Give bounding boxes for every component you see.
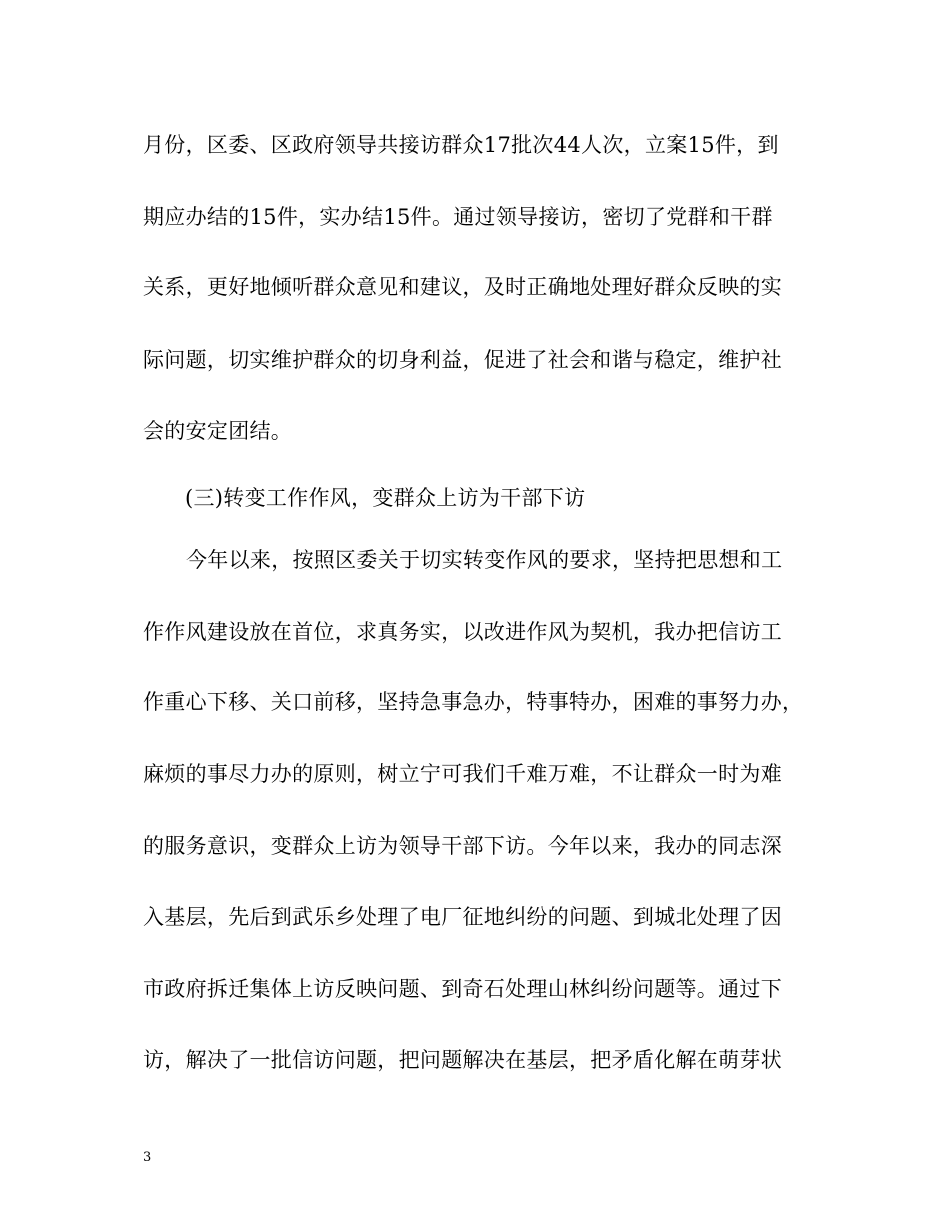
body-text-line: 的服务意识，变群众上访为领导干部下访。今年以来，我办的同志深: [143, 834, 782, 858]
body-text-line: 市政府拆迁集体上访反映问题、到奇石处理山林纠纷问题等。通过下: [143, 977, 782, 1001]
body-text-line: 会的安定团结。: [143, 419, 293, 443]
body-text-line: 入基层，先后到武乐乡处理了电厂征地纠纷的问题、到城北处理了因: [143, 905, 782, 929]
body-text-line: 际问题，切实维护群众的切身利益，促进了社会和谐与稳定，维护社: [143, 348, 782, 372]
body-text-line: 麻烦的事尽力办的原则，树立宁可我们千难万难，不让群众一时为难: [143, 762, 782, 786]
body-text-line: 访，解决了一批信访问题，把问题解决在基层，把矛盾化解在萌芽状: [143, 1048, 782, 1072]
body-text-line: 作重心下移、关口前移，坚持急事急办，特事特办，困难的事努力办，: [143, 690, 804, 714]
body-text-line: 月份，区委、区政府领导共接访群众17批次44人次，立案15件，到: [143, 133, 779, 157]
page-number: 3: [143, 1150, 152, 1165]
body-text-line: 作作风建设放在首位，求真务实，以改进作风为契机，我办把信访工: [143, 620, 782, 644]
body-text-line: 今年以来，按照区委关于切实转变作风的要求，坚持把思想和工: [186, 548, 783, 572]
section-heading: (三)转变工作作风，变群众上访为干部下访: [185, 486, 586, 510]
body-text-line: 期应办结的15件，实办结15件。通过领导接访，密切了党群和干群: [143, 205, 773, 229]
body-text-line: 关系，更好地倾听群众意见和建议，及时正确地处理好群众反映的实: [143, 275, 782, 299]
